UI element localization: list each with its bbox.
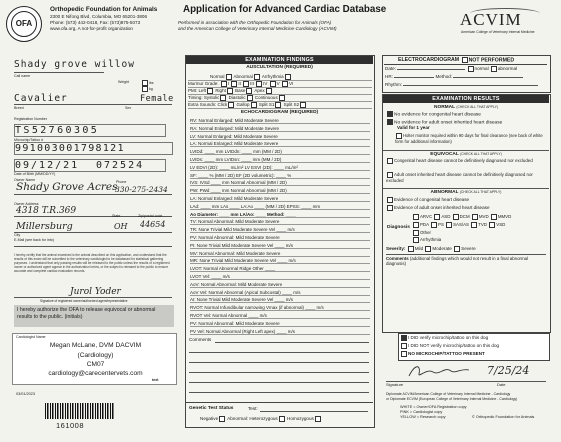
cardiologist-code: CM07: [86, 361, 105, 368]
acvim-subtitle: American College of Veterinary Internal Medicine: [461, 30, 535, 34]
echo-row-rvot-vel: RVOT Vel: Normal Abnormal ____ m/s: [190, 313, 370, 319]
genetic-title: Genetic Test Status: [189, 406, 234, 411]
verify-did-label: I DID verify microchip/tattoo on this dog: [408, 335, 489, 341]
echo-row-ai: AI: None Trivial Mild Moderate Severe Vel ____ m/s: [190, 297, 370, 303]
microchip-grid: [14, 142, 173, 155]
normal-item-1-label: No evidence for congenital heart disease: [394, 112, 481, 118]
barcode: [45, 403, 115, 419]
address-value[interactable]: 4318 T.R.369: [16, 206, 77, 216]
signature-line: [386, 381, 546, 382]
extra-label: Extra Sounds:: [188, 102, 217, 108]
abnormal-item-2-label: Evidence of adult onset inherited heart disease: [394, 205, 490, 211]
verify-did-not-checkbox[interactable]: [401, 343, 407, 349]
normal-item-1-checkbox[interactable]: [387, 111, 393, 117]
holter-label: Holter monitor required within 90 days for final clearance (see back of white form for additional information): [395, 133, 543, 144]
normal-title: NORMAL: [434, 105, 455, 110]
ecg-hr-label: HR:: [385, 74, 393, 79]
genetic-homozygous-checkbox[interactable]: [315, 416, 321, 422]
ecg-normal: normal: [474, 66, 489, 72]
sex-label: Sex: [125, 106, 132, 110]
signature-label: Signature: [386, 382, 404, 387]
ecg-hr-line: [394, 77, 434, 78]
kg-checkbox[interactable]: [142, 86, 148, 92]
diagnosis-label: Diagnosis: [387, 225, 410, 230]
signature-drawing: [405, 362, 475, 380]
echo-row-lvids: LVIDs: ____ mm LVIDsn: ____ mm (MM / 2D): [190, 157, 370, 163]
lbs-label: lbs: [149, 80, 154, 85]
echo-row-tv: TV: Normal Abnormal: Mild Moderate Severe: [190, 219, 370, 225]
reg-no-label: Registration Number: [14, 117, 47, 121]
equivocal-header: [383, 150, 549, 158]
echo-row-aov-vel: AoV Vel: Normal Abnormal (Apical Subcostal) ____ m/s: [190, 290, 370, 296]
echo-row-mr: MR: None Trivial Mild Moderate Severe Vel ____ m/s: [190, 258, 370, 264]
diag-tvd-checkbox[interactable]: [471, 222, 477, 228]
diag-sas-checkbox[interactable]: [446, 222, 452, 228]
state-value[interactable]: OH: [114, 222, 128, 231]
timing-continuous-checkbox[interactable]: [279, 95, 285, 101]
reg-no-grid: [14, 124, 166, 137]
ecg-hr-row: [385, 74, 547, 79]
normal-item-2-label: No evidence for adult onset inherited heart disease: [394, 120, 503, 126]
form-desc-2: and the American College of Veterinary Internal Medicine-Cardiology (ACVIM): [178, 26, 337, 31]
timing-row: [188, 95, 372, 102]
exam-findings-header: EXAMINATION FINDINGS: [186, 56, 373, 64]
diag-sas: SAS/AS: [453, 222, 469, 228]
diag-arvc: ARVC: [420, 214, 433, 220]
no-microchip-checkbox[interactable]: [401, 351, 407, 357]
copyright: © Orthopedic Foundation for Animals: [472, 415, 535, 419]
dob-grid: [14, 159, 166, 172]
org-phone: Phone: (573) 442-0418, Fax: (573)875-5073: [50, 20, 141, 25]
diag-pda: PDA: [420, 222, 429, 228]
ecg-date-label: Date:: [385, 66, 396, 72]
signature-date[interactable]: 7/25/24: [487, 364, 530, 377]
results-comments-label: Comments: [386, 256, 409, 261]
extra-sounds-row: [188, 102, 372, 109]
extra-split-s1-checkbox[interactable]: [275, 102, 281, 108]
diagnosis-row-4: [412, 237, 441, 243]
diag-dcm: DCM: [459, 214, 470, 220]
diag-mmvd: MMVD: [497, 214, 512, 220]
echo-row-pw: PW: PWd ____ mm Normal Abnormal (MM / 2D): [190, 188, 370, 194]
echo-row-rvot: RVOT: Normal Infundibular narrowing Vmax (if abnormal) ____ m/s: [190, 305, 370, 311]
ecg-title: ELECTROCARDIOGRAM: [398, 57, 460, 64]
results-comments-sub: (additional findings which would not result in a final abnormal diagnosis): [386, 256, 529, 266]
timing-systolic-checkbox[interactable]: [220, 95, 226, 101]
state-label: State: [112, 214, 121, 218]
no-microchip: [400, 351, 546, 357]
diag-pda-checkbox[interactable]: [413, 222, 419, 228]
ausc-normal-checkbox[interactable]: [226, 74, 232, 80]
diag-arrhythmia: Arrhythmia: [420, 237, 442, 243]
genetic-heterozygous: Abnormal: Heterozygous: [227, 416, 278, 422]
severity-moderate-checkbox[interactable]: [425, 246, 431, 252]
holter-item: [395, 133, 547, 144]
grade-i-checkbox[interactable]: [221, 81, 230, 87]
echo-row-la: LA: Normal Enlarged: Mild Moderate Severe: [190, 141, 370, 147]
owner-value[interactable]: Shady Grove Acres: [16, 181, 118, 193]
ecg-not-performed-checkbox[interactable]: [462, 57, 468, 63]
dob2-value[interactable]: 072524: [96, 160, 145, 171]
grade-iii-checkbox[interactable]: [243, 81, 249, 87]
equivocal-item-1-checkbox[interactable]: [387, 158, 393, 164]
call-name-label: Call name: [14, 74, 31, 78]
ecg-rhythm-line: [403, 85, 538, 86]
diagnosis-row-1: [412, 214, 511, 220]
grade-vi-checkbox[interactable]: [282, 81, 288, 87]
breed-label: Breed: [14, 106, 24, 110]
timing-continuous: Continuous: [254, 95, 278, 101]
echo-row-la2: LA: Normal Enlarged: Mild Moderate Severe: [190, 196, 370, 202]
zip-label: Zip/postal code: [138, 214, 163, 218]
no-microchip-label: NO MICROCHIP/TATTOO PRESENT: [408, 351, 485, 357]
results-header: EXAMINATION RESULTS: [383, 95, 549, 103]
echo-row-lvot-vel: LVOT Vel: ____ m/s: [190, 274, 370, 280]
abnormal-title: ABNORMAL: [430, 190, 459, 195]
org-address: 2300 E Nifong Blvd, Columbia, MO 65201-3806: [50, 14, 148, 19]
ausc-arrhythmia-label: Arrhythmia: [261, 74, 284, 80]
seal-text: OFA: [15, 19, 33, 28]
cardiologist-signature-scribble[interactable]: [405, 362, 475, 380]
genetic-test-label: Test:: [248, 406, 258, 411]
echo-row-pv-vel: PV Vel: Normal Abnormal (Right Left apex) ____ m/s: [190, 329, 370, 335]
grade-ii-label: II: [238, 81, 241, 87]
city-label: City: [14, 233, 21, 237]
ecg-abnormal: abnormal: [497, 66, 518, 72]
ausc-result-row: [188, 74, 372, 81]
ausc-abnormal-label: Abnormal: [233, 74, 253, 80]
exam-comments-line-6: [189, 392, 369, 393]
timing-systolic: Systolic: [203, 95, 220, 101]
results-comments: [386, 254, 546, 266]
equivocal-item-2-label: Adult onset inherited heart disease cannot be definitively diagnosed nor excluded: [386, 172, 533, 183]
abnormal-item-1: [386, 197, 546, 203]
footer-line-2: or Diplomate ECVIM (European College of Veterinary Internal Medicine - Cardiology): [386, 397, 518, 401]
diag-ps-checkbox[interactable]: [431, 222, 437, 228]
pmi-right: Right: [215, 88, 226, 94]
equivocal-title: EQUIVOCAL: [430, 152, 459, 157]
diag-vsd-checkbox[interactable]: [489, 222, 495, 228]
org-web: www.ofa.org, A not-for-profit organization: [50, 26, 133, 31]
cardiologist-specialty: (Cardiology): [77, 352, 114, 359]
diag-asd-checkbox[interactable]: [434, 214, 440, 220]
severity-moderate: Moderate: [432, 246, 452, 252]
pmi-left: Left: [198, 88, 207, 94]
call-name-line: [14, 72, 104, 73]
diag-mvd: MVD: [478, 214, 489, 220]
sex-value[interactable]: Female: [140, 94, 174, 104]
diag-dcm-checkbox[interactable]: [453, 214, 459, 220]
dob-value[interactable]: 09/12/21: [15, 160, 80, 171]
echo-row-ao: Ao Diameter: ____ mm LA/Ao: ____ Method: ____: [190, 212, 370, 218]
verify-did-not: [400, 343, 546, 349]
ecg-normal-checkbox[interactable]: [468, 66, 474, 72]
exam-comments-line-4: [189, 372, 369, 373]
echo-row-pv: PV: Normal Abnormal: Mild Moderate Severe: [190, 235, 370, 241]
normal-item-2-checkbox[interactable]: [387, 119, 393, 125]
timing-label: Timing:: [188, 95, 203, 101]
grade-iv-label: IV: [263, 81, 268, 87]
copy-white: WHITE = Owner/OFA Registration copy: [400, 405, 467, 409]
diag-asd: ASD: [441, 214, 451, 220]
severity-mild-checkbox[interactable]: [408, 246, 414, 252]
grade-iii-label: III: [250, 81, 254, 87]
echo-row-sf: SF: ____ % (MM / 2D) EF (2D volumetric): ____ %: [190, 173, 370, 179]
form-date: 03/01/2023: [16, 392, 36, 396]
breed-value[interactable]: Cavalier: [14, 93, 68, 104]
org-name: Orthopedic Foundation for Animals: [50, 6, 158, 13]
microchip-label: Microchip/Tattoo #: [14, 138, 44, 142]
breed-line: [14, 104, 172, 105]
form-desc-1: Performed in association with the Orthopedic Foundation for Animals (OFA): [178, 20, 332, 25]
weight-kg: [141, 86, 153, 92]
ecg-date-row: [385, 66, 547, 72]
abnormal-item-1-label: Evidence of congenital heart disease: [394, 197, 470, 203]
normal-check-all: (CHECK ALL THAT APPLY): [456, 105, 498, 109]
genetic-test-line: [260, 411, 368, 412]
city-value[interactable]: Millersburg: [16, 221, 73, 232]
echo-row-ra: RA: Normal Enlarged: Mild Moderate Severe: [190, 126, 370, 132]
exam-comments-line-5: [189, 382, 369, 383]
diag-mvd-checkbox[interactable]: [472, 214, 478, 220]
authorize-text: I hereby authorize the OFA to release equivocal or abnormal results to the public. (initials): [17, 307, 156, 320]
barcode-number: 161008: [56, 421, 85, 430]
cardiologist-name: Megan McLane, DVM DACVIM: [49, 342, 142, 349]
equivocal-item-2: [386, 172, 546, 183]
acvim-logo: ACVIM: [460, 10, 522, 29]
echo-row-lv: LV: Normal Enlarged: Mild Moderate Severe: [190, 134, 370, 140]
cardiologist-label: Cardiologist Name: [16, 335, 46, 339]
abnormal-item-2: [386, 205, 546, 211]
echo-row-ivs: IVS: IVSd ____ mm Normal Abnormal (MM / 2D): [190, 180, 370, 186]
cardiologist-email: cardiology@carecentervets.com: [48, 370, 143, 377]
form-title: Application for Advanced Cardiac Database: [183, 4, 387, 15]
grade-ii-checkbox[interactable]: [231, 81, 237, 87]
email-label: E-Mail (see back for info): [14, 238, 54, 242]
dob-label: Date of Birth (MM/DD/YY): [14, 172, 56, 176]
pmi-label: PMI:: [188, 88, 198, 94]
echo-row-lvot: LVOT: Normal Abnormal Ridge Other ____: [190, 266, 370, 272]
genetic-negative: Negative: [200, 416, 219, 422]
severity-severe: Severe: [461, 246, 476, 252]
ausc-arrhythmia-checkbox[interactable]: [285, 74, 291, 80]
echo-header: ECHOCARDIOGRAM (REQUIRED): [240, 110, 319, 115]
diagnosis-row-3: [412, 230, 431, 236]
owner-line: [14, 194, 172, 195]
grade-i-label: I: [227, 81, 230, 87]
echo-row-tr: TR: None Trivial Mild Moderate Severe Vel ____ m/s: [190, 227, 370, 233]
auscultation-header: AUSCULTATION (REQUIRED): [246, 65, 313, 70]
abnormal-item-2-checkbox[interactable]: [387, 205, 393, 211]
diagnosis-row-2: [412, 222, 505, 228]
consent-text: I hereby certify that the animal examined is the animal described on this application, and understand that the results of this exam will be submitted to the veterinary cardiologist to be databased for statistical gathering purposes. I understand that only passing results will be released to the public unless the results of a registered owner or authorized agent appear in the authorization below, or the subject is released to the public to ensure accurate and complete cardiac evaluation records.: [14, 253, 170, 274]
owner-label: Owner Name: [14, 178, 36, 182]
extra-split-s2: Split S2: [283, 102, 300, 108]
severity-label: Severity:: [386, 246, 406, 252]
phone-label: Phone: [116, 180, 127, 184]
grade-v-checkbox[interactable]: [270, 81, 276, 87]
echo-row-edvi: LV EDVI (2D): ____ mL/m² LV ESVI (2D): ____ mL/m²: [190, 165, 370, 171]
ecg-not-performed: NOT PERFORMED: [468, 57, 515, 64]
owner-signature[interactable]: Jurol Yoder: [70, 287, 121, 297]
pmi-apex-checkbox[interactable]: [266, 88, 272, 94]
diag-vsd: VSD: [496, 222, 506, 228]
exam-comments-line-2: [189, 352, 369, 353]
call-name-value[interactable]: Shady grove willow: [14, 59, 135, 70]
extra-click: Click: [217, 102, 228, 108]
severity-mild: Mild: [414, 246, 424, 252]
severity-row: [386, 246, 546, 252]
verify-did-checkbox[interactable]: [401, 335, 407, 341]
ausc-normal-label: Normal: [210, 74, 225, 80]
diag-ps: PS: [438, 222, 444, 228]
abnormal-item-1-checkbox[interactable]: [387, 197, 393, 203]
echo-row-lvidd: LVIDd: ____ mm LVIDdn: ____ mm (MM / 2D): [190, 149, 370, 155]
city-line: [14, 232, 172, 233]
diag-mmvd-checkbox[interactable]: [491, 214, 497, 220]
diag-other: Other: [420, 230, 431, 236]
genetic-test-row: [186, 402, 373, 426]
copy-pink: PINK = Cardiologist copy: [400, 410, 443, 414]
date-label: Date: [497, 382, 506, 387]
exam-comments-line-3: [189, 362, 369, 363]
echo-row-mv: MV: Normal Abnormal: Mild Moderate Severe: [190, 251, 370, 257]
extra-click-checkbox[interactable]: [228, 102, 234, 108]
echo-row-aov: AoV: Normal Abnormal: Mild Moderate Severe: [190, 282, 370, 288]
extra-gallop: Gallop: [236, 102, 250, 108]
murmur-grade-label: Murmur Grade:: [188, 81, 219, 87]
normal-item-valid: Valid for 1 year: [397, 125, 430, 130]
weight-label: Weight: [118, 80, 130, 84]
ausc-abnormal-checkbox[interactable]: [254, 74, 260, 80]
diag-arvc-checkbox[interactable]: [413, 214, 419, 220]
pmi-left-checkbox[interactable]: [207, 88, 213, 94]
cardiologist-text-label: text: [152, 378, 159, 382]
genetic-options: [200, 416, 322, 422]
murmur-grade-row: [188, 81, 372, 88]
grade-v-label: V: [276, 81, 280, 87]
genetic-homozygous: Homozygous: [287, 416, 314, 422]
equivocal-item-1: [386, 158, 546, 164]
owner-sig-label: Signature of registered owner/authorized agent/representative: [40, 299, 128, 303]
ecg-abnormal-checkbox[interactable]: [491, 66, 497, 72]
diag-other-checkbox[interactable]: [413, 230, 419, 236]
extra-gallop-checkbox[interactable]: [251, 102, 257, 108]
pmi-row: [188, 88, 372, 95]
ofa-seal: [6, 6, 42, 42]
kg-label: kg: [149, 86, 153, 91]
verify-did: [400, 335, 546, 341]
diag-arrhythmia-checkbox[interactable]: [413, 237, 419, 243]
pmi-apex: Apex: [254, 88, 265, 94]
equivocal-item-1-label: Congenital heart disease cannot be definitively diagnosed nor excluded: [394, 158, 533, 164]
verify-did-not-label: I DID NOT verify microchip/tattoo on this dog: [408, 343, 500, 349]
timing-diastolic-checkbox[interactable]: [247, 95, 253, 101]
echo-row-pi: PI: None Trivial Mild Moderate Severe Vel ____ m/s: [190, 243, 370, 249]
echo-row-pv2: PV: Normal Abnormal: Mild Moderate Severe: [190, 321, 370, 327]
echo-row-rv: RV: Normal Enlarged: Mild Moderate Severe: [190, 118, 370, 124]
ecg-rhythm-row: [385, 82, 547, 87]
extra-split-s1: Split S1: [258, 102, 275, 108]
echo-row-lad: LAd: ____ mm LAs ____ LA:Ao ____ (MM / 2D) EPSS: ____ mm: [190, 204, 370, 210]
pmi-base-checkbox[interactable]: [246, 88, 252, 94]
email-line: [14, 246, 172, 247]
grade-vi-label: VI: [288, 81, 294, 87]
genetic-heterozygous-checkbox[interactable]: [279, 416, 285, 422]
normal-item-1: [386, 111, 547, 117]
footer-line-1: Diplomate ACVIM/American College of Veterinary Internal Medicine - Cardiology: [386, 392, 511, 396]
grade-iv-checkbox[interactable]: [256, 81, 262, 87]
zip-value[interactable]: 44654: [140, 220, 166, 229]
phone-value[interactable]: 330-275-2434: [115, 185, 168, 194]
ecg-rhythm-label: Rhythm:: [385, 82, 403, 87]
pmi-base: Base: [235, 88, 246, 94]
acvim-swoosh: [470, 8, 540, 19]
address-label: Owner Address: [14, 202, 39, 206]
equivocal-check-all: (CHECK ALL THAT APPLY): [460, 152, 502, 156]
diag-tvd: TVD: [478, 222, 488, 228]
severity-severe-checkbox[interactable]: [454, 246, 460, 252]
ecg-header: [384, 57, 547, 65]
exam-comments-label: Comments: [189, 337, 212, 342]
genetic-negative-checkbox[interactable]: [219, 416, 225, 422]
copy-yellow: YELLOW = Research copy: [400, 415, 446, 419]
ecg-method-line: [453, 77, 523, 78]
pmi-right-checkbox[interactable]: [227, 88, 233, 94]
owner-sig-line: [14, 297, 172, 298]
timing-diastolic: Diastolic: [228, 95, 246, 101]
extra-split-s2-checkbox[interactable]: [300, 102, 306, 108]
exam-comments-line-1: [215, 342, 369, 343]
ecg-date-line: [397, 69, 465, 70]
normal-header: [383, 104, 549, 111]
ecg-method-label: Method:: [435, 74, 453, 79]
reg-no-value[interactable]: TS52760305: [15, 125, 100, 136]
abnormal-check-all: (CHECK ALL THAT APPLY): [459, 190, 502, 194]
microchip-value[interactable]: 991003001798121: [15, 143, 125, 154]
abnormal-header: [383, 188, 549, 196]
